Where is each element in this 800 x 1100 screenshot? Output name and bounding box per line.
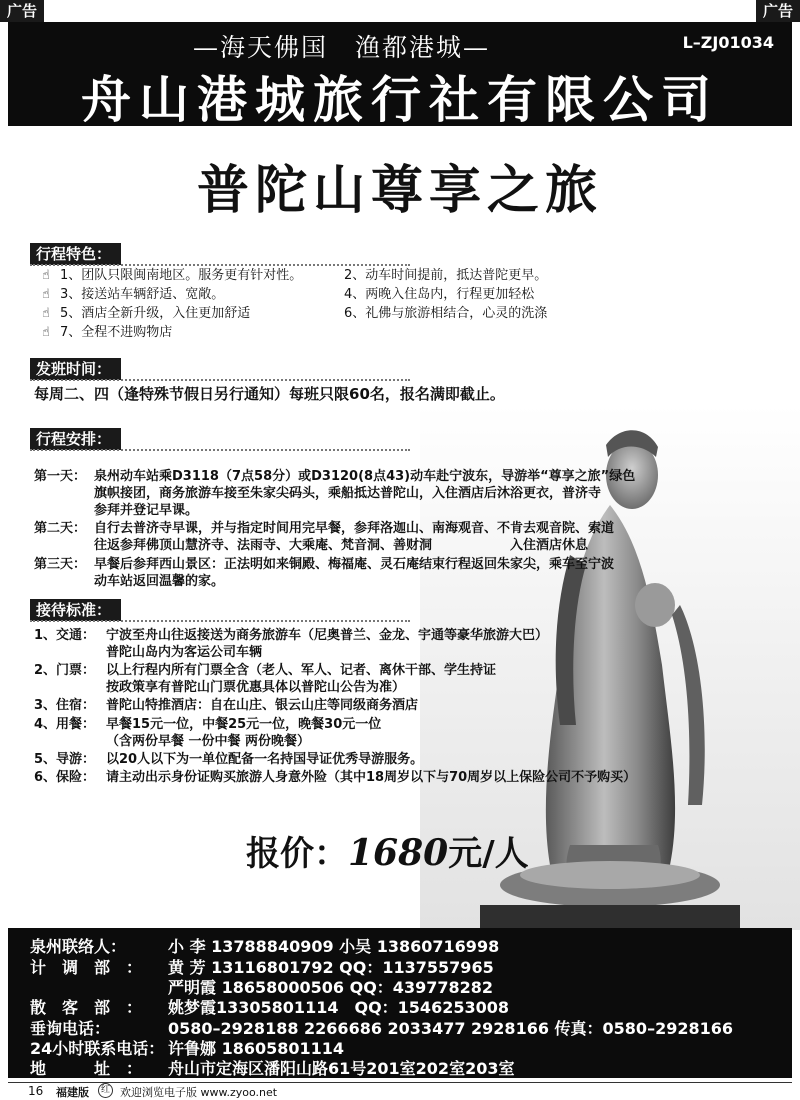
standards-divider [30, 620, 410, 622]
standard-tickets: 2、门票： 以上行程内所有门票全含（老人、军人、记者、离休干部、学生持证 按政策享有普陀山门票优惠具体以普陀山公告为准） [34, 663, 497, 695]
slogan: —海天佛国 渔都港城— [193, 33, 491, 62]
standard-meals: 4、用餐： 早餐15元一位，中餐25元一位，晚餐30元一位 （含两份早餐 一份中餐 两份晚餐） [34, 717, 382, 749]
standard-transport: 1、交通： 宁波至舟山往返接送为商务旅游车（尼奥普兰、金龙、宇通等豪华旅游大巴） 普陀山岛内为客运公司车辆 [34, 628, 549, 660]
features-divider [30, 264, 410, 266]
departure-label: 发班时间： [30, 358, 121, 380]
contact-row: 严明霞 18658000506 QQ：439778282 [168, 978, 494, 997]
contact-row: 计 调 部 ： 黄 芳 13116801792 QQ：1137557965 [30, 958, 494, 977]
ad-tag-right: 广告 [756, 0, 800, 22]
features-label: 行程特色： [30, 243, 121, 265]
feature-item: ☝ 3、接送站车辆舒适、宽敞。 [38, 287, 224, 303]
license-code: L–ZJ01034 [682, 33, 774, 52]
standard-guide: 5、导游： 以20人以下为一单位配备一名持国导证优秀导游服务。 [34, 752, 424, 767]
itinerary-day-2: 第二天： 自行去普济寺早课，并与指定时间用完早餐，参拜洛迦山、南海观音、不肯去观音院、索道 往返参拜佛顶山慧济寺、法雨寺、大乘庵、梵音洞、善财洞 入住酒店休息 [34, 521, 615, 553]
feature-item: 2、动车时间提前，抵达普陀更早。 [344, 268, 548, 283]
itinerary-label: 行程安排： [30, 428, 121, 450]
pointing-hand-icon: ☝ [42, 306, 50, 321]
pointing-hand-icon: ☝ [42, 268, 50, 283]
itinerary-day-3: 第三天： 早餐后参拜西山景区：正法明如来铜殿、梅福庵、灵石庵结束行程返回朱家尖，乘车至宁波 动车站返回温馨的家。 [34, 557, 615, 589]
edition-label: 福建版 [56, 1086, 89, 1099]
ad-tag-left: 广告 [0, 0, 44, 22]
header-banner [8, 22, 792, 129]
contact-row: 散 客 部 ： 姚梦霞13305801114 QQ：1546253008 [30, 998, 509, 1017]
pointing-hand-icon: ☝ [42, 287, 50, 302]
publisher-logo-icon: 红 [98, 1083, 113, 1098]
contact-row: 垂询电话： 0580–2928188 2266686 2033477 2928166 传真：0580–2928166 [30, 1019, 733, 1038]
feature-item: 4、两晚入住岛内，行程更加轻松 [344, 287, 535, 302]
feature-item: ☝ 5、酒店全新升级，入住更加舒适 [38, 306, 250, 322]
standard-lodging: 3、住宿： 普陀山特推酒店：自在山庄、银云山庄等同级商务酒店 [34, 698, 419, 713]
contact-row: 地 址 ： 舟山市定海区潘阳山路61号201室202室203室 [30, 1059, 515, 1078]
departure-schedule: 每周二、四（逢特殊节假日另行通知）每班只限60名，报名满即截止。 [34, 385, 505, 403]
price-unit: 元/人 [448, 834, 529, 874]
standard-insurance: 6、保险： 请主动出示身份证购买旅游人身意外险（其中18周岁以下与70周岁以上保险公司不予购买） [34, 770, 637, 785]
price-label: 报价： [246, 834, 348, 874]
company-name: 舟山港城旅行社有限公司 [81, 71, 719, 129]
welcome-link[interactable]: 欢迎浏览电子版 www.zyoo.net [120, 1086, 278, 1099]
page-title: 普陀山尊享之旅 [196, 161, 603, 221]
contact-panel [8, 928, 792, 1078]
itinerary-divider [30, 449, 410, 451]
feature-item: ☝ 7、全程不进购物店 [38, 325, 172, 341]
itinerary-day-1: 第一天： 泉州动车站乘D3118（7点58分）或D3120(8点43)动车赴宁波东，导游举“尊享之旅”绿色 旗帜接团，商务旅游车接至朱家尖码头，乘船抵达普陀山，入住酒店后沐浴更衣，普济寺 参拜并登记早课。 [34, 469, 636, 518]
contact-row: 泉州联络人： 小 李 13788840909 小吴 13860716998 [30, 937, 500, 956]
contact-row: 24小时联系电话： 许鲁娜 18605801114 [30, 1039, 345, 1058]
footer [0, 1082, 800, 1100]
price-amount: 1680 [348, 832, 449, 874]
standards-label: 接待标准： [30, 599, 121, 621]
page-number: 16 [28, 1084, 44, 1098]
pointing-hand-icon: ☝ [42, 325, 50, 340]
feature-item: ☝ 1、团队只限闽南地区。服务更有针对性。 [38, 268, 302, 284]
footer-divider [8, 1082, 792, 1083]
departure-divider [30, 379, 410, 381]
price-line [246, 826, 529, 875]
feature-item: 6、礼佛与旅游相结合，心灵的洗涤 [344, 306, 548, 321]
